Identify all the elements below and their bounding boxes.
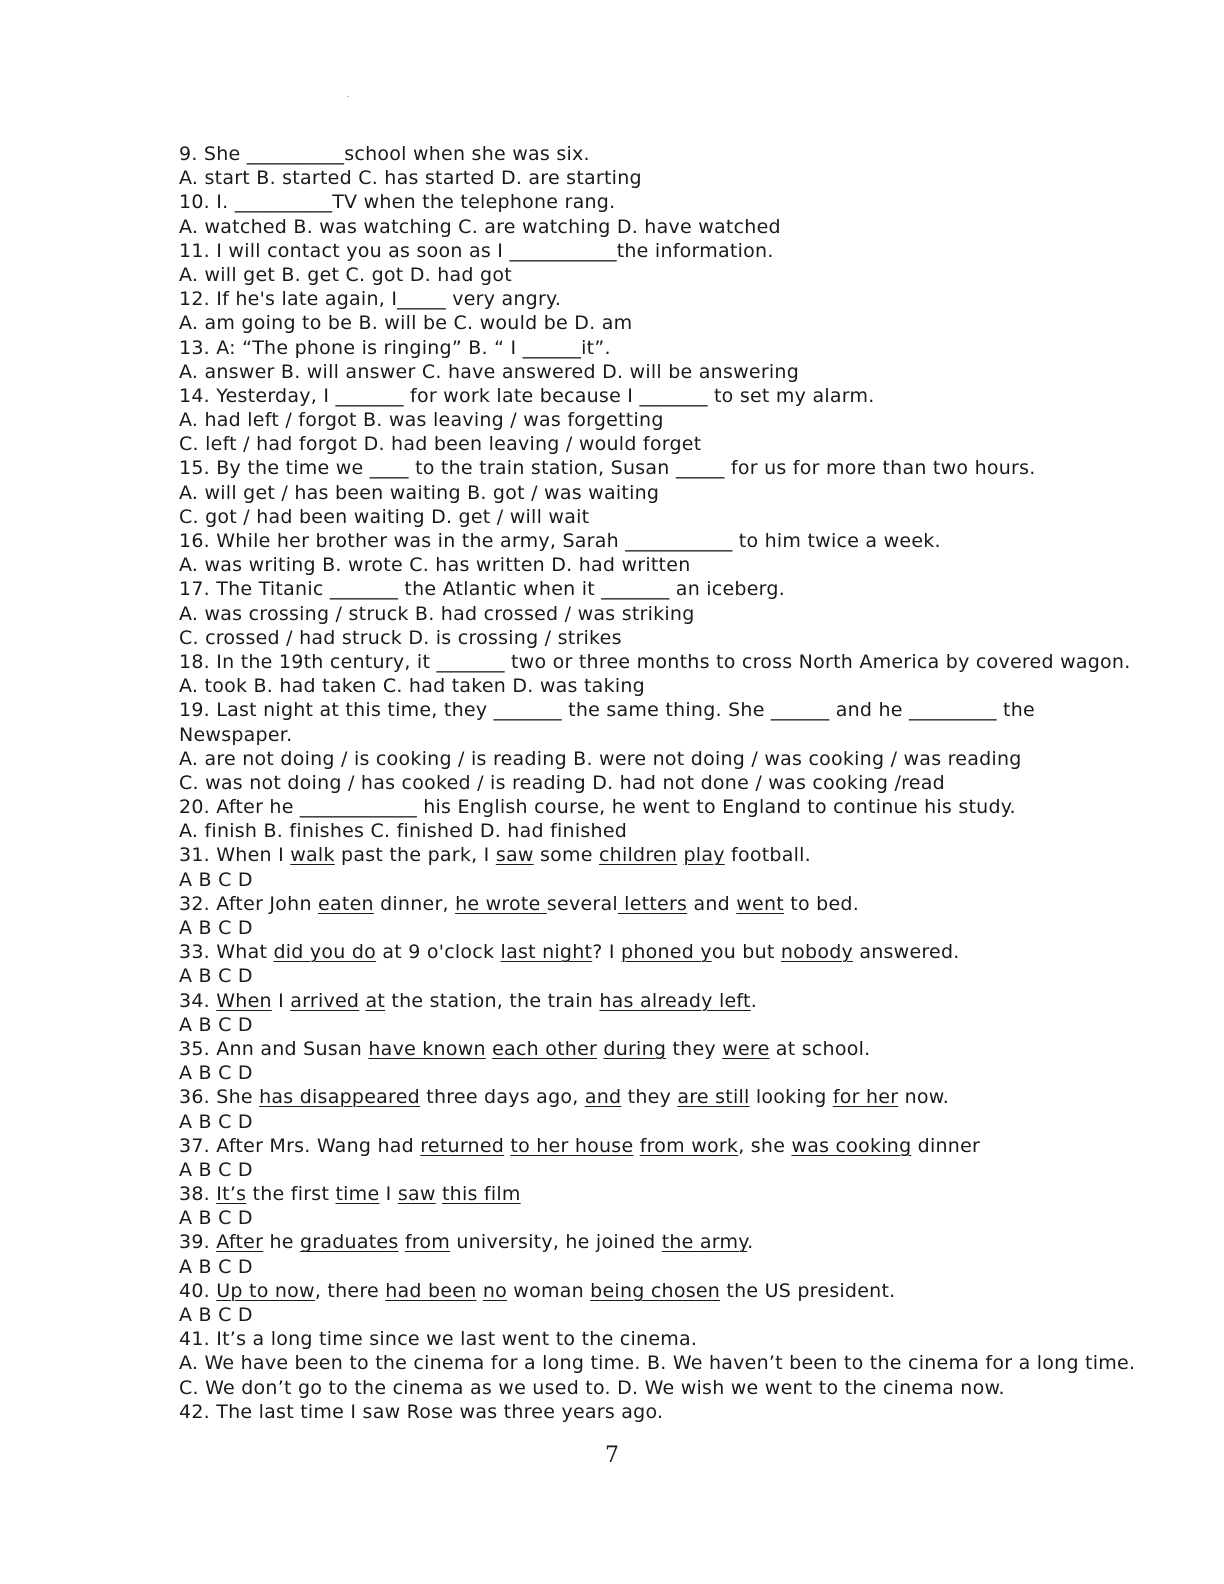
text-segment: 41. It’s a long time since we last went to the cinema. — [179, 1328, 698, 1351]
text-line — [179, 1158, 1209, 1182]
text-segment: 42. The last time I saw Rose was three years ago. — [179, 1400, 664, 1423]
text-segment: now. — [898, 1086, 950, 1109]
underlined-phrase: went — [736, 892, 784, 915]
underlined-phrase: had been — [385, 1279, 477, 1302]
text-segment: 17. The Titanic _______ the Atlantic when it _______ an iceberg. — [179, 578, 786, 601]
text-segment: the station, the train — [385, 989, 600, 1012]
text-segment: A. are not doing / is cooking / is reading B. were not doing / was cooking / was reading — [179, 747, 1022, 770]
underlined-phrase: arrived — [290, 989, 360, 1012]
text-segment: 35. Ann and Susan — [179, 1037, 369, 1060]
exercise-text — [179, 142, 1209, 1424]
text-segment: A B C D — [179, 1304, 253, 1326]
text-line — [179, 1279, 1209, 1303]
text-segment: 38. — [179, 1183, 217, 1206]
text-line — [179, 1110, 1209, 1134]
text-segment: I — [379, 1183, 398, 1206]
underlined-phrase: returned — [420, 1134, 505, 1157]
text-segment: at school. — [769, 1037, 871, 1060]
text-segment: woman — [506, 1279, 591, 1302]
text-segment: 32. After John — [179, 892, 319, 915]
underlined-phrase: walk — [290, 844, 335, 867]
text-segment: A B C D — [179, 1013, 253, 1036]
underlined-phrase: at — [365, 989, 386, 1012]
underlined-phrase: children — [598, 844, 678, 867]
text-segment: 39. — [179, 1231, 217, 1254]
text-line — [179, 771, 1209, 795]
text-segment: dinner, — [373, 892, 456, 915]
text-line — [179, 1061, 1209, 1085]
text-line — [179, 1182, 1209, 1206]
text-segment: and — [687, 892, 737, 915]
underlined-phrase: After — [216, 1231, 264, 1254]
text-segment: A B C D — [179, 917, 253, 939]
underlined-phrase: play — [683, 844, 725, 867]
scan-speck — [347, 96, 349, 97]
text-line — [179, 529, 1209, 553]
text-segment: A. was crossing / struck B. had crossed / was striking — [179, 602, 695, 625]
underlined-phrase: no — [482, 1279, 507, 1302]
text-line — [179, 239, 1209, 263]
underlined-phrase: time — [335, 1183, 380, 1206]
text-segment: A B C D — [179, 1062, 253, 1085]
text-line — [179, 602, 1209, 626]
text-segment: C. got / had been waiting D. get / will wait — [179, 505, 590, 528]
text-segment: 31. When I — [179, 844, 291, 867]
text-line — [179, 577, 1209, 601]
underlined-phrase: saw — [495, 844, 534, 867]
underlined-phrase: for her — [832, 1086, 899, 1109]
text-line — [179, 698, 1209, 722]
underlined-phrase: It’s — [216, 1183, 247, 1206]
underlined-phrase: did you do — [273, 941, 377, 964]
text-segment: at 9 o'clock — [376, 941, 501, 964]
underlined-phrase: have known — [368, 1037, 486, 1060]
text-segment: 16. While her brother was in the army, Sarah ___________ to him twice a week. — [179, 530, 941, 552]
text-segment: A. start B. started C. has started D. are starting — [179, 167, 642, 190]
text-segment: they — [621, 1086, 678, 1109]
text-segment: A. had left / forgot B. was leaving / was forgetting — [179, 409, 664, 432]
text-line — [179, 650, 1209, 674]
text-line — [179, 311, 1209, 335]
text-line — [179, 432, 1209, 456]
text-segment: 9. She __________school when she was six. — [179, 143, 590, 165]
text-segment: A B C D — [179, 1255, 253, 1278]
underlined-phrase: the army — [661, 1231, 748, 1254]
text-segment: A. will get B. get C. got D. had got — [179, 263, 512, 286]
text-segment: 34. — [179, 989, 217, 1012]
text-segment: , she — [738, 1134, 792, 1157]
text-segment: several — [546, 892, 618, 915]
underlined-phrase: letters — [617, 892, 688, 915]
text-segment: 37. After Mrs. Wang had — [179, 1134, 421, 1157]
text-line — [179, 1230, 1209, 1254]
text-line — [179, 747, 1209, 771]
text-segment: A. took B. had taken C. had taken D. was taking — [179, 675, 645, 698]
underlined-phrase: eaten — [318, 892, 374, 915]
text-segment: ? I — [592, 941, 622, 964]
text-line — [179, 215, 1209, 239]
text-segment: . — [750, 989, 758, 1012]
text-segment: 14. Yesterday, I _______ for work late because I _______ to set my alarm. — [179, 384, 875, 407]
text-segment: looking — [749, 1086, 833, 1109]
text-line — [179, 1085, 1209, 1109]
text-line — [179, 360, 1209, 384]
underlined-phrase: When — [216, 989, 272, 1012]
text-segment: 36. She — [179, 1086, 260, 1109]
underlined-phrase: Up to now — [216, 1279, 315, 1302]
underlined-phrase: phoned y — [621, 941, 712, 964]
text-segment: A. will get / has been waiting B. got / was waiting — [179, 481, 660, 504]
text-segment: university, he joined — [450, 1231, 662, 1254]
text-segment: A. finish B. finishes C. finished D. had finished — [179, 820, 628, 843]
text-segment: to bed. — [784, 892, 860, 915]
text-segment: football. — [724, 844, 811, 867]
text-segment: A. answer B. will answer C. have answered D. will be answering — [179, 360, 800, 383]
text-segment: C. was not doing / has cooked / is reading D. had not done / was cooking /read — [179, 771, 945, 794]
underlined-phrase: has already left — [599, 989, 751, 1012]
text-segment: Newspaper. — [179, 723, 293, 746]
text-line — [179, 1327, 1209, 1351]
text-segment: A B C D — [179, 1207, 253, 1230]
underlined-phrase: graduates — [299, 1231, 399, 1254]
text-line — [179, 384, 1209, 408]
text-line — [179, 626, 1209, 650]
text-line — [179, 1376, 1209, 1400]
text-segment: 11. I will contact you as soon as I ___________the information. — [179, 239, 774, 262]
underlined-phrase: and — [584, 1086, 622, 1109]
text-segment: , there — [314, 1279, 386, 1302]
text-line — [179, 287, 1209, 311]
text-line — [179, 263, 1209, 287]
underlined-phrase: are still — [677, 1086, 750, 1109]
text-segment: the US president. — [720, 1279, 896, 1302]
text-line — [179, 1255, 1209, 1279]
text-segment: 33. What — [179, 941, 274, 964]
text-segment: 18. In the 19th century, it _______ two or three months to cross North America by covered wagon. — [179, 650, 1131, 673]
text-segment: A. We have been to the cinema for a long time. B. We haven’t been to the cinema for a long time. — [179, 1352, 1136, 1375]
text-line — [179, 190, 1209, 214]
text-segment: 19. Last night at this time, they _______ the same thing. She ______ and he _________ the — [179, 699, 1035, 722]
text-line — [179, 843, 1209, 867]
text-line — [179, 1351, 1209, 1375]
text-segment: dinner — [911, 1134, 981, 1157]
text-segment: C. crossed / had struck D. is crossing / strikes — [179, 626, 622, 649]
text-line — [179, 1037, 1209, 1061]
text-segment: A B C D — [179, 1110, 253, 1133]
text-line — [179, 505, 1209, 529]
text-segment: answered. — [853, 941, 960, 964]
text-line — [179, 916, 1209, 940]
text-line — [179, 1206, 1209, 1230]
text-line — [179, 964, 1209, 988]
text-segment: the first — [246, 1183, 336, 1206]
text-segment: . — [747, 1231, 754, 1254]
text-line — [179, 1134, 1209, 1158]
text-line — [179, 674, 1209, 698]
text-line — [179, 940, 1209, 964]
underlined-phrase: to her house — [510, 1134, 634, 1157]
text-segment: he — [263, 1231, 300, 1254]
underlined-phrase: this film — [441, 1183, 521, 1206]
page-number: 7 — [605, 1443, 619, 1468]
underlined-phrase: each other — [492, 1037, 598, 1060]
text-line — [179, 819, 1209, 843]
text-segment: 13. A: “The phone is ringing” B. “ I ______it”. — [179, 336, 611, 359]
text-line — [179, 1013, 1209, 1037]
underlined-phrase: during — [603, 1037, 667, 1060]
underlined-phrase: from work — [639, 1134, 739, 1157]
text-segment: 40. — [179, 1279, 217, 1302]
text-line — [179, 553, 1209, 577]
underlined-phrase: nobody — [780, 941, 854, 964]
text-line — [179, 1303, 1209, 1327]
underlined-phrase: being chosen — [590, 1279, 721, 1302]
text-segment: A B C D — [179, 965, 253, 988]
text-line — [179, 481, 1209, 505]
text-segment: 20. After he ____________ his English course, he went to England to continue his study. — [179, 796, 1016, 819]
underlined-phrase: were — [722, 1037, 770, 1060]
text-segment: some — [533, 844, 599, 867]
text-segment: I — [271, 989, 291, 1012]
text-line — [179, 408, 1209, 432]
text-segment: A. was writing B. wrote C. has written D. had written — [179, 554, 691, 577]
text-line — [179, 1400, 1209, 1424]
text-line — [179, 892, 1209, 916]
text-segment: three days ago, — [419, 1086, 585, 1109]
text-segment: A. watched B. was watching C. are watching D. have watched — [179, 215, 781, 238]
text-segment: C. We don’t go to the cinema as we used to. D. We wish we went to the cinema now. — [179, 1376, 1005, 1399]
text-segment: 10. I. __________TV when the telephone rang. — [179, 191, 616, 214]
text-segment: ou but — [711, 941, 781, 964]
text-segment: 15. By the time we ____ to the train station, Susan _____ for us for more than two hours. — [179, 457, 1036, 480]
underlined-phrase: last night — [500, 941, 593, 964]
text-segment: A. am going to be B. will be C. would be D. am — [179, 312, 633, 335]
text-segment: they — [666, 1037, 723, 1060]
text-line — [179, 166, 1209, 190]
text-segment: 12. If he's late again, I_____ very angry. — [179, 288, 562, 311]
text-line — [179, 723, 1209, 747]
underlined-phrase: saw — [397, 1183, 436, 1206]
text-line — [179, 795, 1209, 819]
text-line — [179, 868, 1209, 892]
text-line — [179, 142, 1209, 166]
text-line — [179, 336, 1209, 360]
text-line — [179, 989, 1209, 1013]
text-line — [179, 456, 1209, 480]
text-segment: A B C D — [179, 868, 253, 891]
underlined-phrase: he wrote — [455, 892, 547, 915]
underlined-phrase: has disappeared — [259, 1086, 420, 1109]
underlined-phrase: was cooking — [791, 1134, 912, 1157]
text-segment: A B C D — [179, 1158, 253, 1181]
text-segment: C. left / had forgot D. had been leaving / would forget — [179, 433, 702, 456]
underlined-phrase: from — [404, 1231, 451, 1254]
text-segment: past the park, I — [334, 844, 496, 867]
